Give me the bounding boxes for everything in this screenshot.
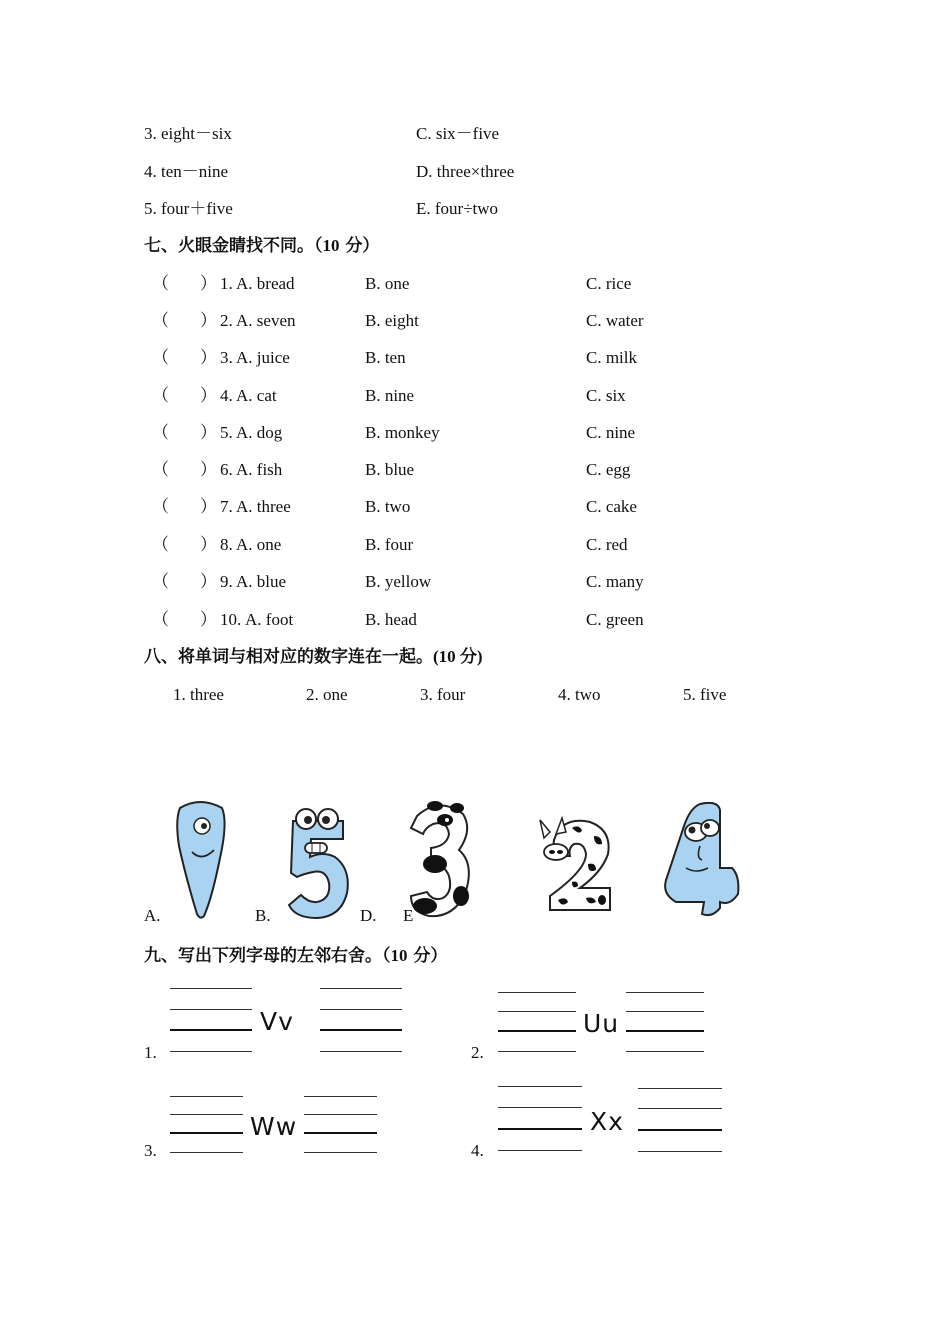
match-right-d: D. three×three xyxy=(416,162,515,181)
section9-heading xyxy=(144,946,447,966)
paren-open: （ xyxy=(152,386,169,405)
option-a: A. three xyxy=(236,497,291,516)
section9-heading-text: 九、写出下列字母的左邻右舍。（ xyxy=(144,946,391,966)
paren-close: ） xyxy=(200,311,217,330)
paren-close: ） xyxy=(200,460,217,479)
option-c: C. milk xyxy=(586,348,638,367)
option-b: B. eight xyxy=(365,311,419,330)
paren-close: ） xyxy=(200,572,217,591)
match-left-4: 4. ten－nine xyxy=(144,162,229,181)
paren-close: ） xyxy=(200,274,217,293)
section8-score: (10 分) xyxy=(433,647,483,666)
option-b: B. monkey xyxy=(365,423,440,442)
section7-heading xyxy=(144,236,379,256)
letter-uu: Uu xyxy=(583,1009,620,1038)
paren-open: （ xyxy=(152,460,169,479)
item-number: 7. xyxy=(220,497,233,516)
match-left-5: 5. four＋five xyxy=(144,199,233,218)
item-number: 4. xyxy=(220,386,233,405)
paren-close: ） xyxy=(200,386,217,405)
match-left-3: 3. eight－six xyxy=(144,124,232,143)
paren-open: （ xyxy=(152,572,169,591)
option-a: A. cat xyxy=(236,386,277,405)
letter-item-number: 2. xyxy=(471,1043,484,1062)
option-b: B. head xyxy=(365,610,417,629)
option-c: C. egg xyxy=(586,460,631,479)
section8-heading-text: 八、将单词与相对应的数字连在一起。 xyxy=(144,647,433,667)
word-five: 5. five xyxy=(683,685,727,704)
option-c: C. green xyxy=(586,610,644,629)
option-c: C. water xyxy=(586,311,644,330)
word-two: 4. two xyxy=(558,685,601,704)
number-four-character-icon xyxy=(662,798,744,920)
paren-close: ） xyxy=(200,535,217,554)
option-a: A. one xyxy=(236,535,282,554)
section9-score: 10 xyxy=(390,946,408,965)
option-b: B. two xyxy=(365,497,411,516)
picture-label-b: B. xyxy=(255,906,271,925)
option-c: C. rice xyxy=(586,274,632,293)
section7-heading-end: 分） xyxy=(339,236,380,256)
option-b: B. nine xyxy=(365,386,415,405)
letter-item-number: 1. xyxy=(144,1043,157,1062)
item-number: 9. xyxy=(220,572,233,591)
match-right-c: C. six－five xyxy=(416,124,500,143)
paren-open: （ xyxy=(152,423,169,442)
item-number: 2. xyxy=(220,311,233,330)
option-a: A. fish xyxy=(236,460,283,479)
section7-heading-text: 七、火眼金睛找不同。（ xyxy=(144,236,323,256)
paren-open: （ xyxy=(152,610,169,629)
paren-close: ） xyxy=(200,610,217,629)
paren-open: （ xyxy=(152,535,169,554)
option-c: C. many xyxy=(586,572,644,591)
option-b: B. one xyxy=(365,274,410,293)
option-c: C. nine xyxy=(586,423,636,442)
word-four: 3. four xyxy=(420,685,466,704)
section9-heading-end: 分） xyxy=(407,946,448,966)
match-right-e: E. four÷two xyxy=(416,199,499,218)
option-c: C. six xyxy=(586,386,626,405)
option-b: B. ten xyxy=(365,348,406,367)
letter-ww: Ww xyxy=(250,1112,298,1141)
option-a: A. bread xyxy=(236,274,295,293)
paren-close: ） xyxy=(200,348,217,367)
item-number: 6. xyxy=(220,460,233,479)
item-number: 3. xyxy=(220,348,233,367)
paren-close: ） xyxy=(200,423,217,442)
item-number: 5. xyxy=(220,423,233,442)
section7-score: 10 xyxy=(322,236,340,255)
letter-vv: Vv xyxy=(260,1007,294,1036)
picture-label-a: A. xyxy=(144,906,161,925)
option-a: A. juice xyxy=(236,348,290,367)
paren-open: （ xyxy=(152,274,169,293)
option-a: A. dog xyxy=(236,423,283,442)
letter-item-number: 4. xyxy=(471,1141,484,1160)
option-a: A. foot xyxy=(245,610,294,629)
paren-close: ） xyxy=(200,497,217,516)
option-b: B. blue xyxy=(365,460,415,479)
option-a: A. blue xyxy=(236,572,287,591)
item-number: 10. xyxy=(220,610,242,629)
item-number: 8. xyxy=(220,535,233,554)
paren-open: （ xyxy=(152,497,169,516)
number-three-panda-icon xyxy=(405,798,475,920)
word-three: 1. three xyxy=(173,685,224,704)
option-c: C. cake xyxy=(586,497,637,516)
word-one: 2. one xyxy=(306,685,348,704)
option-c: C. red xyxy=(586,535,628,554)
section8-heading xyxy=(144,647,483,667)
picture-label-d: D. xyxy=(360,906,377,925)
item-number: 1. xyxy=(220,274,233,293)
number-one-character-icon xyxy=(170,798,232,922)
paren-open: （ xyxy=(152,348,169,367)
option-b: B. yellow xyxy=(365,572,432,591)
number-five-character-icon xyxy=(283,803,353,921)
option-b: B. four xyxy=(365,535,414,554)
number-two-cow-icon xyxy=(536,812,616,914)
option-a: A. seven xyxy=(236,311,296,330)
picture-label-e: E xyxy=(403,906,414,925)
letter-xx: Xx xyxy=(590,1107,624,1136)
paren-open: （ xyxy=(152,311,169,330)
letter-item-number: 3. xyxy=(144,1141,157,1160)
